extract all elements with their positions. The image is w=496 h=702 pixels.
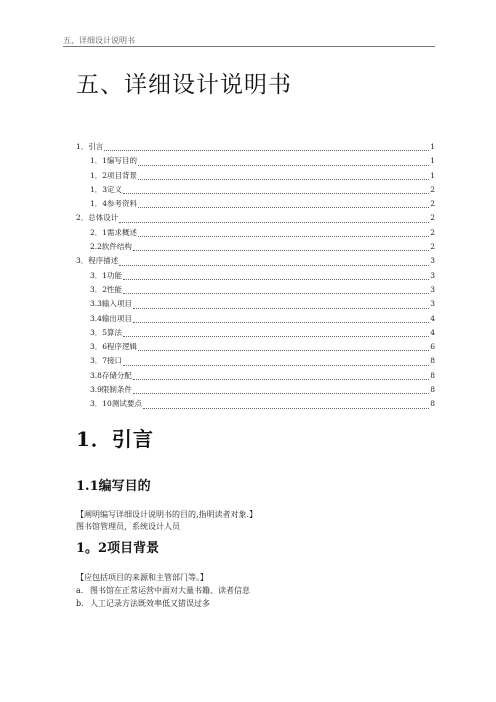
toc-entry[interactable]: [76, 297, 435, 311]
list-item-text: 图书馆在正常运营中面对大量书籍、读者信息: [90, 586, 250, 595]
toc-label: 1．引言: [76, 142, 104, 151]
toc-page: 8: [430, 356, 435, 366]
toc-page: 3: [430, 284, 435, 294]
purpose-instruction: 【阐明编写详细设计说明书的目的,指明读者对象.】: [76, 510, 258, 519]
toc-entry[interactable]: [76, 226, 435, 240]
toc-page: 2: [430, 184, 435, 194]
toc-leader: [123, 336, 429, 337]
toc-page: 8: [430, 385, 435, 395]
toc-label: 1．4参考资料: [90, 199, 138, 209]
toc-entry[interactable]: [76, 140, 435, 154]
toc-leader: [123, 193, 429, 194]
toc-entry[interactable]: [76, 197, 435, 211]
toc-page: 2: [430, 227, 435, 237]
list-marker: a.: [76, 586, 84, 595]
toc-leader: [104, 150, 429, 151]
toc-entry[interactable]: [76, 269, 435, 283]
list-item: [76, 597, 210, 610]
toc-page: 4: [430, 313, 435, 323]
list-item-text: 人工记录方法既效率低又错误过多: [90, 599, 210, 608]
toc-leader: [119, 265, 429, 266]
toc-label: 1．2项目背景: [90, 170, 138, 180]
toc-label: 2．1需求概述: [90, 227, 138, 237]
section-heading-introduction: 1．引言: [76, 427, 154, 451]
running-header: 五、详细设计说明书: [63, 36, 135, 45]
toc-entry[interactable]: [76, 254, 435, 268]
toc-label: 3.4输出项目: [90, 313, 132, 323]
toc-entry[interactable]: [76, 369, 435, 383]
toc-label: 3．5算法: [90, 327, 123, 337]
toc-label: 2．总体设计: [76, 213, 119, 223]
toc-label: 1．1编写目的: [90, 156, 138, 166]
toc-label: 3.9限制条件: [90, 385, 132, 395]
list-item: [76, 584, 250, 597]
toc-label: 3．程序描述: [76, 256, 119, 266]
background-instruction: 【应包括项目的来源和主管部门等。】: [76, 573, 208, 582]
purpose-text: 图书馆管理员，系统设计人员: [76, 522, 180, 531]
toc-entry[interactable]: [76, 326, 435, 340]
toc-page: 1: [430, 156, 435, 166]
toc-entry[interactable]: [76, 340, 435, 354]
toc-label: 3．7接口: [90, 356, 123, 366]
toc-page: 4: [430, 327, 435, 337]
toc-entry[interactable]: [76, 397, 435, 411]
toc-leader: [133, 393, 429, 394]
toc-entry[interactable]: [76, 383, 435, 397]
toc-page: 8: [430, 399, 435, 409]
toc-page: 6: [430, 342, 435, 352]
toc-label: 3．10测试要点: [90, 399, 142, 409]
toc-leader: [123, 279, 429, 280]
toc-entry[interactable]: [76, 283, 435, 297]
toc-label: 3．2性能: [90, 284, 123, 294]
toc-leader: [133, 322, 429, 323]
toc-entry[interactable]: [76, 154, 435, 168]
subsection-heading-background: 1。2项目背景: [76, 541, 160, 556]
toc-page: 2: [430, 242, 435, 252]
toc-leader: [119, 222, 429, 223]
toc-leader: [138, 207, 429, 208]
toc-label: 3．1功能: [90, 270, 123, 280]
toc-entry[interactable]: [76, 211, 435, 225]
toc-label: 3．6程序逻辑: [90, 342, 138, 352]
toc-leader: [133, 308, 429, 309]
toc-page: 2: [430, 213, 435, 223]
toc-leader: [138, 179, 429, 180]
toc-leader: [123, 293, 429, 294]
toc-page: 8: [430, 370, 435, 380]
toc-label: 1．3定义: [90, 184, 123, 194]
toc-entry[interactable]: [76, 183, 435, 197]
toc-label: 3.3输入项目: [90, 299, 132, 309]
toc-label: 3.8存储分配: [90, 370, 132, 380]
toc-page: 1: [430, 170, 435, 180]
toc-entry[interactable]: [76, 240, 435, 254]
toc-leader: [133, 250, 429, 251]
toc-entry[interactable]: [76, 312, 435, 326]
toc-entry[interactable]: [76, 354, 435, 368]
list-marker: b.: [76, 599, 84, 608]
toc-label: 2.2软件结构: [90, 242, 132, 252]
header-divider: [63, 46, 435, 47]
subsection-heading-purpose: 1.1编写目的: [76, 479, 151, 494]
toc-page: 1: [430, 142, 435, 151]
toc-entry[interactable]: [76, 169, 435, 183]
toc-leader: [138, 165, 429, 166]
table-of-contents: [76, 140, 435, 412]
toc-page: 3: [430, 299, 435, 309]
toc-leader: [143, 408, 429, 409]
document-title: 五、详细设计说明书: [76, 72, 292, 98]
toc-leader: [133, 379, 429, 380]
toc-page: 3: [430, 256, 435, 266]
toc-page: 2: [430, 199, 435, 209]
toc-leader: [138, 350, 429, 351]
toc-leader: [123, 365, 429, 366]
toc-page: 3: [430, 270, 435, 280]
toc-leader: [138, 236, 429, 237]
